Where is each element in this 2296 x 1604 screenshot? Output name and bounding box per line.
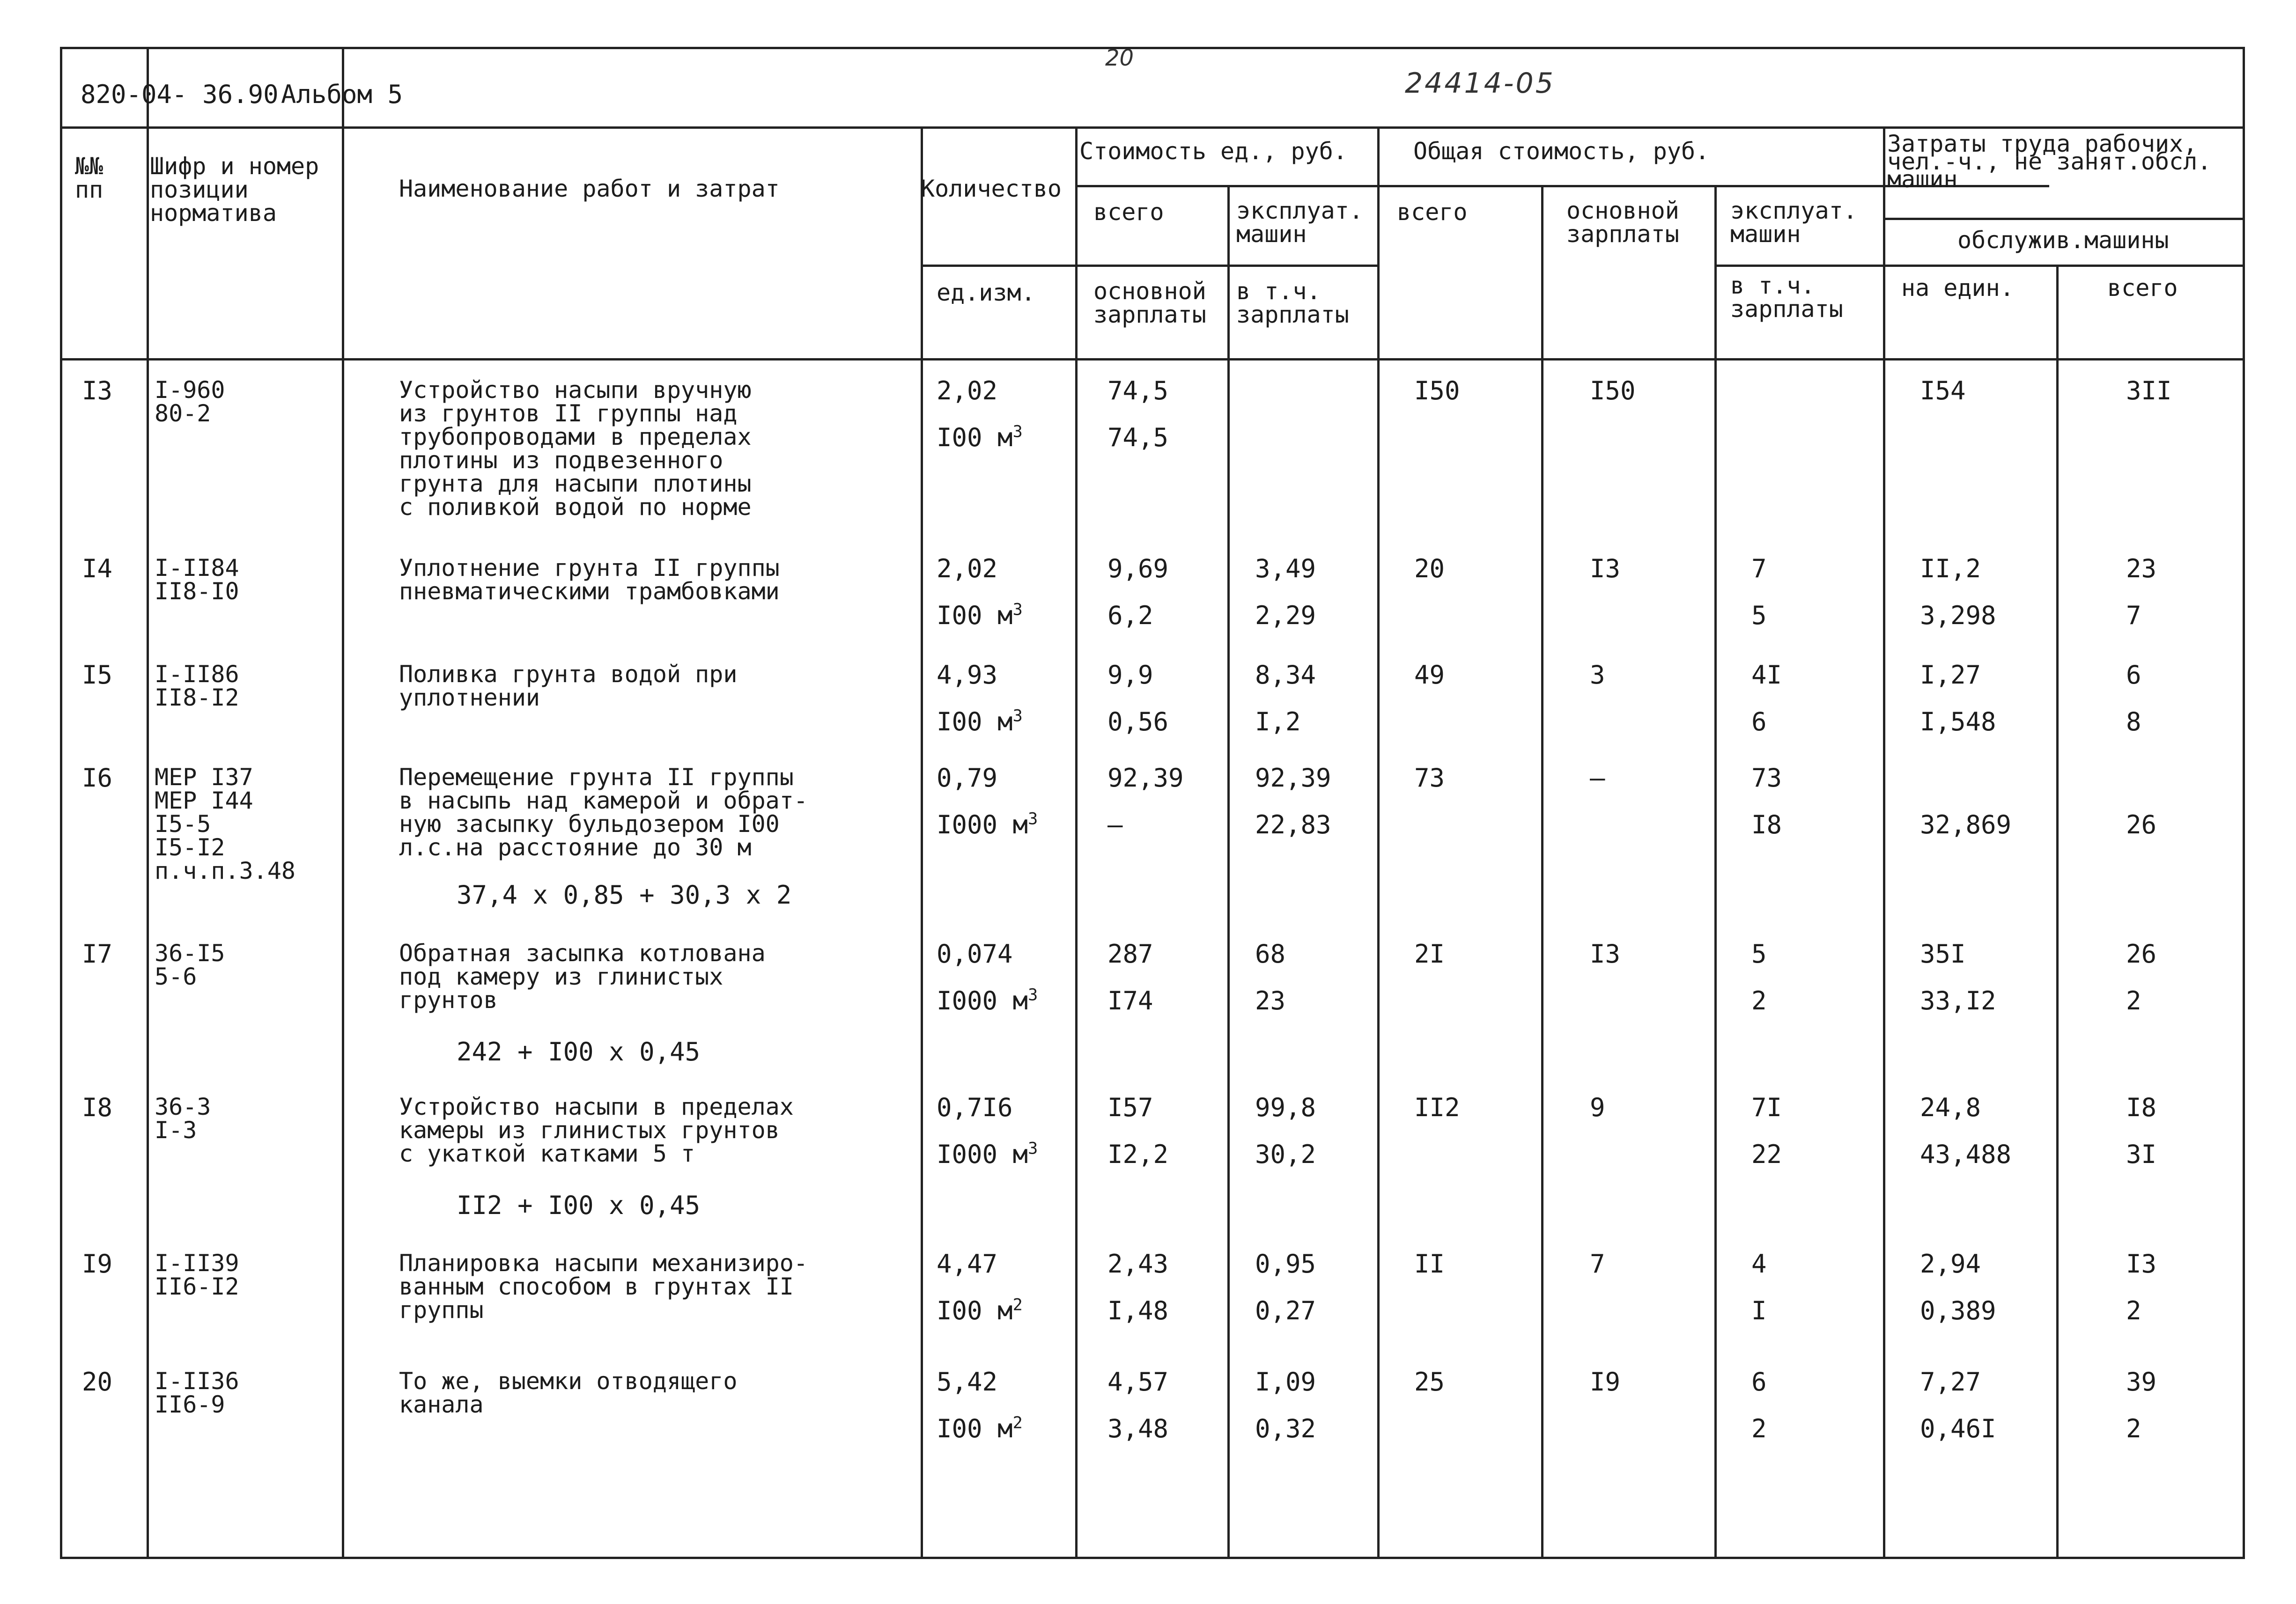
- row-unit-basic: I2,2: [1107, 1140, 1169, 1169]
- row-total-machine-wage: 2: [1751, 986, 1767, 1015]
- row-labor-unit-serv: 32,869: [1920, 810, 2012, 839]
- row-unit-basic: –: [1107, 810, 1123, 839]
- header-total-cost: Общая стоимость, руб.: [1413, 138, 1710, 165]
- unit-exponent: 3: [1012, 600, 1023, 619]
- header-name: Наименование работ и затрат: [399, 175, 780, 202]
- row-unit-total: 74,5: [1107, 376, 1169, 405]
- row-total-all: II2: [1414, 1093, 1460, 1122]
- col-rule-4: [1075, 126, 1078, 1557]
- unit-cost-mid-rule: [1075, 265, 1377, 267]
- row-total-basic: I3: [1590, 939, 1621, 969]
- row-qty: 2,02: [937, 376, 998, 405]
- row-labor-total: 6: [2126, 660, 2141, 690]
- unit-exponent: 3: [1012, 422, 1023, 441]
- row-unit: I00 $м^2$: [937, 1413, 1023, 1443]
- row-unit-machine-wage: 23: [1255, 986, 1286, 1015]
- row-unit-machine: 8,34: [1255, 660, 1316, 690]
- row-number: I5: [82, 660, 113, 690]
- row-unit-basic: 74,5: [1107, 423, 1169, 452]
- row-qty: 0,79: [937, 763, 998, 793]
- header-unit: ед.изм.: [937, 279, 1035, 306]
- row-work-name: Перемещение грунта II группы в насыпь над камерой и обрат- ную засыпку бульдозером I00 л.с.на расстояние до 30 м: [399, 764, 808, 861]
- row-unit: I000 $м^3$: [937, 809, 1038, 839]
- row-number: 20: [82, 1367, 113, 1397]
- row-unit-basic: I,48: [1107, 1296, 1169, 1325]
- album-label: Альбом 5: [281, 80, 403, 109]
- row-work-name: Устройство насыпи в пределах камеры из глинистых грунтов с укаткой катками 5 т: [399, 1093, 794, 1167]
- header-labor: Затраты труда рабочих, чел.-ч., не занят.обсл. машин: [1887, 130, 2212, 193]
- row-total-all: I50: [1414, 376, 1460, 405]
- row-unit: I00 $м^3$: [937, 422, 1023, 452]
- row-work-name: Устройство насыпи вручную из грунтов II группы над трубопроводами в пределах плотины из подвезенного грунта для насыпи плотины с поливкой водой по норме: [399, 376, 752, 521]
- row-total-machine-wage: 2: [1751, 1414, 1767, 1443]
- row-qty: 0,074: [937, 939, 1013, 969]
- row-qty: 4,47: [937, 1249, 998, 1279]
- row-unit-basic: 6,2: [1107, 601, 1153, 630]
- row-labor-unit-serv: 33,I2: [1920, 986, 1996, 1015]
- page-mark: 20: [1105, 45, 1134, 71]
- row-number: I3: [82, 376, 113, 405]
- header-labor-unit: на един.: [1901, 274, 2014, 302]
- row-qty: 4,93: [937, 660, 998, 690]
- col-rule-6: [1377, 126, 1380, 1557]
- col-rule-8: [1714, 185, 1717, 1557]
- row-total-machine: 73: [1751, 763, 1782, 793]
- row-total-basic: 7: [1590, 1249, 1605, 1279]
- row-code: I-II36 II6-9: [155, 1368, 239, 1418]
- row-work-name: Планировка насыпи механизиро- ванным способом в грунтах II группы: [399, 1250, 808, 1324]
- row-total-machine-wage: I: [1751, 1296, 1767, 1325]
- row-total-basic: I9: [1590, 1367, 1621, 1397]
- document-code: 820-04- 36.90: [81, 80, 279, 109]
- row-labor-total: 39: [2126, 1367, 2157, 1397]
- row-unit-machine: 92,39: [1255, 763, 1331, 793]
- row-labor-unit: 7,27: [1920, 1367, 1981, 1397]
- row-labor-total: 3II: [2126, 376, 2172, 405]
- row-total-machine: 7I: [1751, 1093, 1782, 1122]
- row-formula: 37,4 x 0,85 + 30,3 x 2: [457, 880, 792, 910]
- row-code: I-960 80-2: [155, 376, 225, 427]
- row-total-basic: 3: [1590, 660, 1605, 690]
- row-labor-unit: 35I: [1920, 939, 1966, 969]
- col-rule-9: [1883, 126, 1885, 1557]
- row-unit-machine: 0,95: [1255, 1249, 1316, 1279]
- row-unit-machine-wage: 0,27: [1255, 1296, 1316, 1325]
- row-number: I7: [82, 939, 113, 969]
- row-unit-machine-wage: 30,2: [1255, 1140, 1316, 1169]
- header-qty: Количество: [921, 175, 1062, 202]
- row-labor-unit: I,27: [1920, 660, 1981, 690]
- row-labor-total-serv: 8: [2126, 707, 2141, 736]
- row-labor-unit: 2,94: [1920, 1249, 1981, 1279]
- row-labor-total-serv: 7: [2126, 601, 2141, 630]
- unit-exponent: 3: [1028, 985, 1038, 1005]
- col-rule-1: [147, 49, 149, 1557]
- row-labor-unit-serv: 3,298: [1920, 601, 1996, 630]
- col-rule-3: [921, 126, 923, 1557]
- header-unit-total: всего: [1093, 199, 1164, 226]
- row-labor-unit-serv: 0,389: [1920, 1296, 1996, 1325]
- row-labor-total: I8: [2126, 1093, 2157, 1122]
- row-work-name: Обратная засыпка котлована под камеру из глинистых грунтов: [399, 940, 766, 1014]
- row-total-all: 20: [1414, 554, 1445, 583]
- row-labor-unit: II,2: [1920, 554, 1981, 583]
- row-code: I-II86 II8-I2: [155, 661, 239, 711]
- row-total-machine-wage: 22: [1751, 1140, 1782, 1169]
- unit-exponent: 2: [1012, 1295, 1023, 1315]
- row-labor-unit: 24,8: [1920, 1093, 1981, 1122]
- row-work-name: Поливка грунта водой при уплотнении: [399, 661, 738, 711]
- unit-exponent: 3: [1012, 706, 1023, 726]
- header-total-machine-wage: в т.ч. зарплаты: [1730, 272, 1843, 323]
- row-unit: I000 $м^3$: [937, 1139, 1038, 1169]
- row-number: I4: [82, 554, 113, 583]
- labor-unit-rule: [1883, 265, 2243, 267]
- row-labor-total: I3: [2126, 1249, 2157, 1279]
- row-code: 36-I5 5-6: [155, 940, 225, 990]
- unit-exponent: 3: [1028, 1139, 1038, 1158]
- row-labor-total-serv: 26: [2126, 810, 2157, 839]
- row-total-basic: I50: [1590, 376, 1636, 405]
- row-qty: 5,42: [937, 1367, 998, 1397]
- row-total-machine-wage: 5: [1751, 601, 1767, 630]
- row-total-basic: I3: [1590, 554, 1621, 583]
- row-number: I8: [82, 1093, 113, 1122]
- row-total-all: 49: [1414, 660, 1445, 690]
- row-unit-machine: 3,49: [1255, 554, 1316, 583]
- row-total-all: II: [1414, 1249, 1445, 1279]
- row-number: I9: [82, 1249, 113, 1279]
- row-total-machine: 4I: [1751, 660, 1782, 690]
- col-rule-7: [1541, 185, 1543, 1557]
- row-unit-total: I57: [1107, 1093, 1153, 1122]
- row-code: МЕР I37 МЕР I44 I5-5 I5-I2 п.ч.п.3.48: [155, 764, 296, 884]
- row-unit-basic: 3,48: [1107, 1414, 1169, 1443]
- row-total-machine: 5: [1751, 939, 1767, 969]
- row-unit: I00 $м^2$: [937, 1295, 1023, 1325]
- row-unit-machine: 99,8: [1255, 1093, 1316, 1122]
- total-machine-mid-rule: [1714, 265, 1883, 267]
- row-code: I-II39 II6-I2: [155, 1250, 239, 1300]
- row-unit-machine: 68: [1255, 939, 1286, 969]
- row-code: 36-3 I-3: [155, 1093, 211, 1144]
- row-code: I-II84 II8-I0: [155, 554, 239, 605]
- row-unit-total: 4,57: [1107, 1367, 1169, 1397]
- row-labor-unit-serv: 43,488: [1920, 1140, 2012, 1169]
- header-total-machine: эксплуат. машин: [1730, 197, 1857, 248]
- labor-subheader-rule: [1883, 218, 2243, 220]
- row-unit: I000 $м^3$: [937, 985, 1038, 1015]
- row-unit-total: 9,9: [1107, 660, 1153, 690]
- row-labor-unit-serv: 0,46I: [1920, 1414, 1996, 1443]
- row-labor-unit: I54: [1920, 376, 1966, 405]
- row-unit-basic: I74: [1107, 986, 1153, 1015]
- row-unit: I00 $м^3$: [937, 600, 1023, 630]
- header-code: Шифр и номер позиции норматива: [150, 153, 319, 227]
- row-unit-machine-wage: 22,83: [1255, 810, 1331, 839]
- row-unit-total: 9,69: [1107, 554, 1169, 583]
- row-unit-total: 2,43: [1107, 1249, 1169, 1279]
- unit-exponent: 3: [1028, 809, 1038, 829]
- unit-exponent: 2: [1012, 1413, 1023, 1433]
- row-formula: II2 + I00 x 0,45: [457, 1191, 701, 1220]
- header-unit-cost: Стоимость ед., руб.: [1079, 138, 1347, 165]
- header-unit-basic: основной зарплаты: [1093, 278, 1206, 328]
- header-unit-machine: эксплуат. машин: [1236, 197, 1363, 248]
- header-top-rule: [62, 126, 2243, 129]
- row-unit-machine-wage: I,2: [1255, 707, 1301, 736]
- row-labor-unit-serv: I,548: [1920, 707, 1996, 736]
- row-labor-total-serv: 2: [2126, 986, 2141, 1015]
- row-unit-machine: I,09: [1255, 1367, 1316, 1397]
- row-unit: I00 $м^3$: [937, 706, 1023, 736]
- row-total-machine-wage: 6: [1751, 707, 1767, 736]
- col-rule-2: [342, 49, 344, 1557]
- header-labor-total: всего: [2107, 274, 2178, 302]
- row-unit-machine-wage: 0,32: [1255, 1414, 1316, 1443]
- row-total-machine-wage: I8: [1751, 810, 1782, 839]
- row-labor-total-serv: 3I: [2126, 1140, 2157, 1169]
- header-bottom-rule: [62, 358, 2243, 361]
- row-work-name: Уплотнение грунта II группы пневматическими трамбовками: [399, 554, 780, 605]
- header-num: №№ пп: [75, 153, 103, 203]
- row-labor-total-serv: 2: [2126, 1414, 2141, 1443]
- col-rule-10: [2056, 265, 2059, 1557]
- qty-unit-rule: [921, 265, 1075, 267]
- row-unit-basic: 0,56: [1107, 707, 1169, 736]
- row-total-machine: 6: [1751, 1367, 1767, 1397]
- row-total-all: 2I: [1414, 939, 1445, 969]
- estimate-table: [60, 47, 2245, 1559]
- row-qty: 2,02: [937, 554, 998, 583]
- row-unit-total: 287: [1107, 939, 1153, 969]
- row-total-basic: 9: [1590, 1093, 1605, 1122]
- row-work-name: То же, выемки отводящего канала: [399, 1368, 738, 1418]
- header-unit-machine-wage: в т.ч. зарплаты: [1236, 278, 1349, 328]
- row-labor-total-serv: 2: [2126, 1296, 2141, 1325]
- row-total-basic: –: [1590, 763, 1605, 793]
- handwritten-number: 24414-05: [1405, 67, 1555, 100]
- row-total-machine: 7: [1751, 554, 1767, 583]
- row-total-machine: 4: [1751, 1249, 1767, 1279]
- col-rule-5: [1227, 185, 1230, 1557]
- row-labor-total: 26: [2126, 939, 2157, 969]
- row-total-all: 25: [1414, 1367, 1445, 1397]
- row-number: I6: [82, 763, 113, 793]
- header-labor-serv: обслужив.машины: [1957, 227, 2169, 254]
- row-total-all: 73: [1414, 763, 1445, 793]
- header-total-all: всего: [1397, 199, 1468, 226]
- row-formula: 242 + I00 x 0,45: [457, 1037, 701, 1067]
- row-qty: 0,7I6: [937, 1093, 1013, 1122]
- header-total-basic: основной зарплаты: [1566, 197, 1679, 248]
- row-unit-total: 92,39: [1107, 763, 1184, 793]
- row-labor-total: 23: [2126, 554, 2157, 583]
- row-unit-machine-wage: 2,29: [1255, 601, 1316, 630]
